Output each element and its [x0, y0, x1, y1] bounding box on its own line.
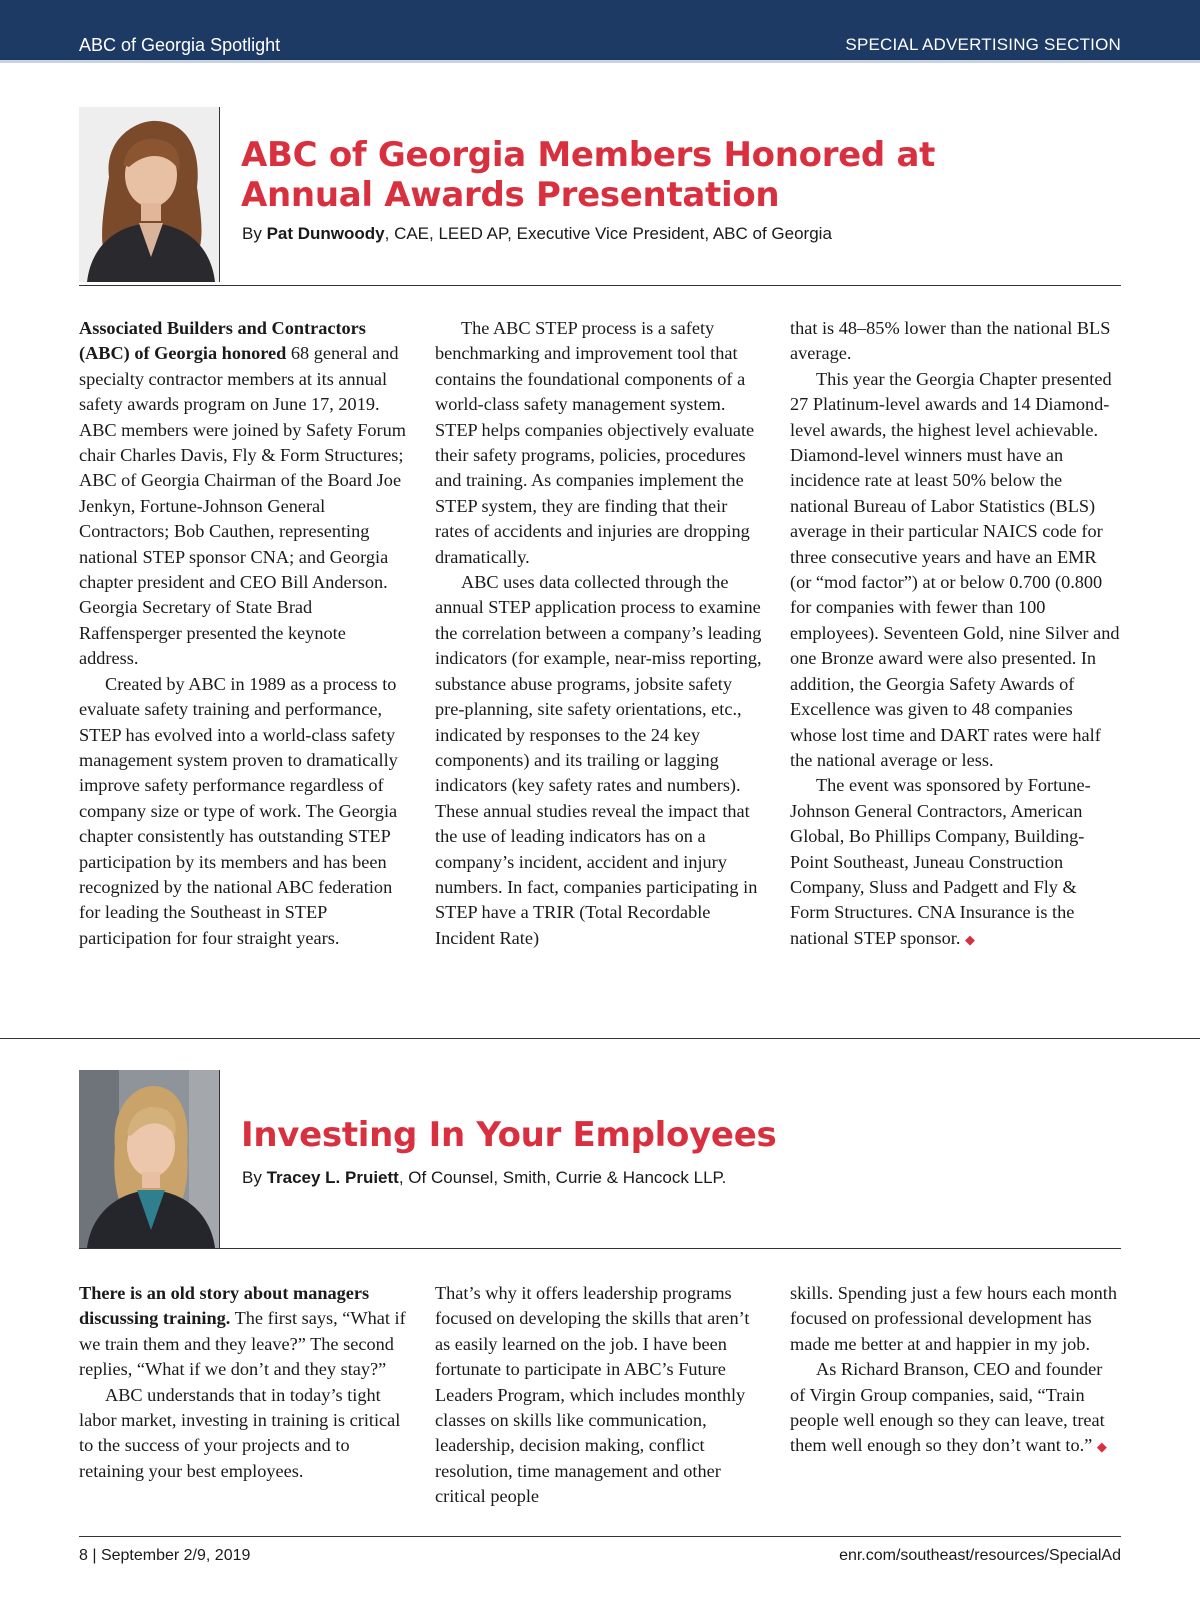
article2-column-1 [79, 1281, 409, 1484]
end-diamond-icon: ◆ [965, 931, 976, 947]
byline-credentials: , CAE, LEED AP, Executive Vice President, ABC of Georgia [384, 224, 832, 243]
paragraph [790, 773, 1120, 952]
article1-byline [242, 224, 832, 244]
paragraph: ABC understands that in today’s tight labor market, investing in training is critical to the success of your projects and to retaining your best employees. [79, 1384, 401, 1481]
section-title: ABC of Georgia Spotlight [79, 35, 281, 55]
end-diamond-icon: ◆ [1096, 1439, 1107, 1455]
paragraph [79, 1281, 409, 1383]
paragraph: Created by ABC in 1989 as a process to evaluate safety training and performance, STEP has evolved into a world-class safety management system proven to dramatically improve safety performance regardless of company size or type of work. The Georgia chapter consistently has outstanding STEP participation by its members and has been recognized by the national ABC federation for leading the Southeast in STEP participation for four straight years. [79, 673, 398, 948]
article1-header-rule [79, 285, 1121, 286]
article1-column-3 [790, 316, 1120, 952]
paragraph-text: 68 general and specialty contractor members at its annual safety awards program on June 17, 2019. ABC members were joined by Safety Forum chair Charles Davis, Fly & Form Structures; ABC of Georgia Chairman of the Board Joe Jenkyn, Fortune-Johnson General Contractors; Bob Cauthen, representing national STEP sponsor CNA; and Georgia chapter president and CEO Bill Anderson. Georgia Secretary of State Brad Raffensperger presented the keynote address. [79, 343, 406, 669]
article1-column-1 [79, 316, 409, 951]
article1-headline-line1: ABC of Georgia Members Honored at [241, 135, 936, 175]
lead-in: There is an old story about managers discussing training. [79, 1283, 370, 1329]
portrait-icon [79, 107, 219, 282]
article-separator [0, 1038, 1200, 1039]
advertising-label: SPECIAL ADVERTISING SECTION [845, 35, 1121, 54]
article2-column-3 [790, 1281, 1120, 1460]
paragraph [79, 316, 409, 672]
article1-headline [241, 135, 935, 215]
byline-prefix: By [242, 224, 267, 243]
article2-byline [242, 1168, 726, 1188]
lead-in: Associated Builders and Contractors (ABC) of Georgia honored [79, 318, 366, 364]
byline-author: Pat Dunwoody [266, 224, 385, 243]
page-folio: 8 | September 2/9, 2019 [79, 1547, 251, 1564]
byline-author: Tracey L. Pruiett [266, 1168, 399, 1187]
footer-rule [79, 1536, 1121, 1537]
photo-divider [219, 107, 220, 282]
byline-credentials: , Of Counsel, Smith, Currie & Hancock LLP. [398, 1168, 727, 1187]
author-photo-tracey-pruiett [79, 1070, 219, 1248]
article1-headline-line2: Annual Awards Presentation [241, 175, 780, 215]
paragraph-text: The first says, “What if we train them and they leave?” The second replies, “What if we don’t and they stay?” [79, 1308, 406, 1380]
paragraph: that is 48–85% lower than the national BLS average. [790, 318, 1111, 364]
author-photo-pat-dunwoody [79, 107, 219, 282]
article1-column-2 [435, 316, 765, 951]
paragraph-text: The event was sponsored by Fortune-Johnson General Contractors, American Global, Bo Phillips Company, Building-Point Southeast, Juneau Construction Company, Sluss and Padgett and Fly & Form Structures. CNA Insurance is the national STEP sponsor. [790, 775, 1091, 948]
top-banner [0, 0, 1200, 63]
portrait-icon [79, 1070, 219, 1248]
footer-url: enr.com/southeast/resources/SpecialAd [839, 1547, 1121, 1564]
paragraph: The ABC STEP process is a safety benchmarking and improvement tool that contains the foundational components of a world-class safety management system. STEP helps companies objectively evaluate their safety programs, policies, procedures and training. As companies implement the STEP system, they are finding that their rates of accidents and injuries are dropping dramatically. [435, 318, 755, 567]
article2-headline: Investing In Your Employees [241, 1115, 777, 1155]
paragraph: ABC uses data collected through the annual STEP application process to examine the correlation between a company’s leading indicators (for example, near-miss reporting, substance abuse programs, jobsite safety pre-planning, site safety orientations, etc., indicated by responses to the 24 key components) and its trailing or lagging indicators (key safety rates and numbers). These annual studies reveal the impact that the use of leading indicators has on a company’s incident, accident and injury numbers. In fact, companies participating in STEP have a TRIR (Total Recordable Incident Rate) [435, 572, 762, 948]
photo-divider [219, 1070, 220, 1248]
article2-column-2 [435, 1281, 765, 1510]
paragraph [790, 1357, 1120, 1460]
paragraph: This year the Georgia Chapter presented 27 Platinum-level awards and 14 Diamond-level awards, the highest level achievable. Diamond-level winners must have an incidence rate at least 50% below the national Bureau of Labor Statistics (BLS) average in their particular NAICS code for three consecutive years and have an EMR (or “mod factor”) at or below 0.700 (0.800 for companies with fewer than 100 employees). Seventeen Gold, nine Silver and one Bronze award were also presented. In addition, the Georgia Safety Awards of Excellence was given to 48 companies whose lost time and DART rates were half the national average or less. [790, 368, 1120, 770]
paragraph: That’s why it offers leadership programs focused on developing the skills that aren’t as easily learned on the job. I have been fortunate to participate in ABC’s Future Leaders Program, which includes monthly classes on skills like communication, leadership, decision making, conflict resolution, time management and other critical people [435, 1283, 750, 1507]
paragraph: skills. Spending just a few hours each month focused on professional development has made me better at and happier in my job. [790, 1283, 1117, 1354]
article2-header-rule [79, 1248, 1121, 1249]
byline-prefix: By [242, 1168, 267, 1187]
paragraph-text: As Richard Branson, CEO and founder of Virgin Group companies, said, “Train people well enough so they can leave, treat them well enough so they don’t want to.” [790, 1359, 1105, 1456]
